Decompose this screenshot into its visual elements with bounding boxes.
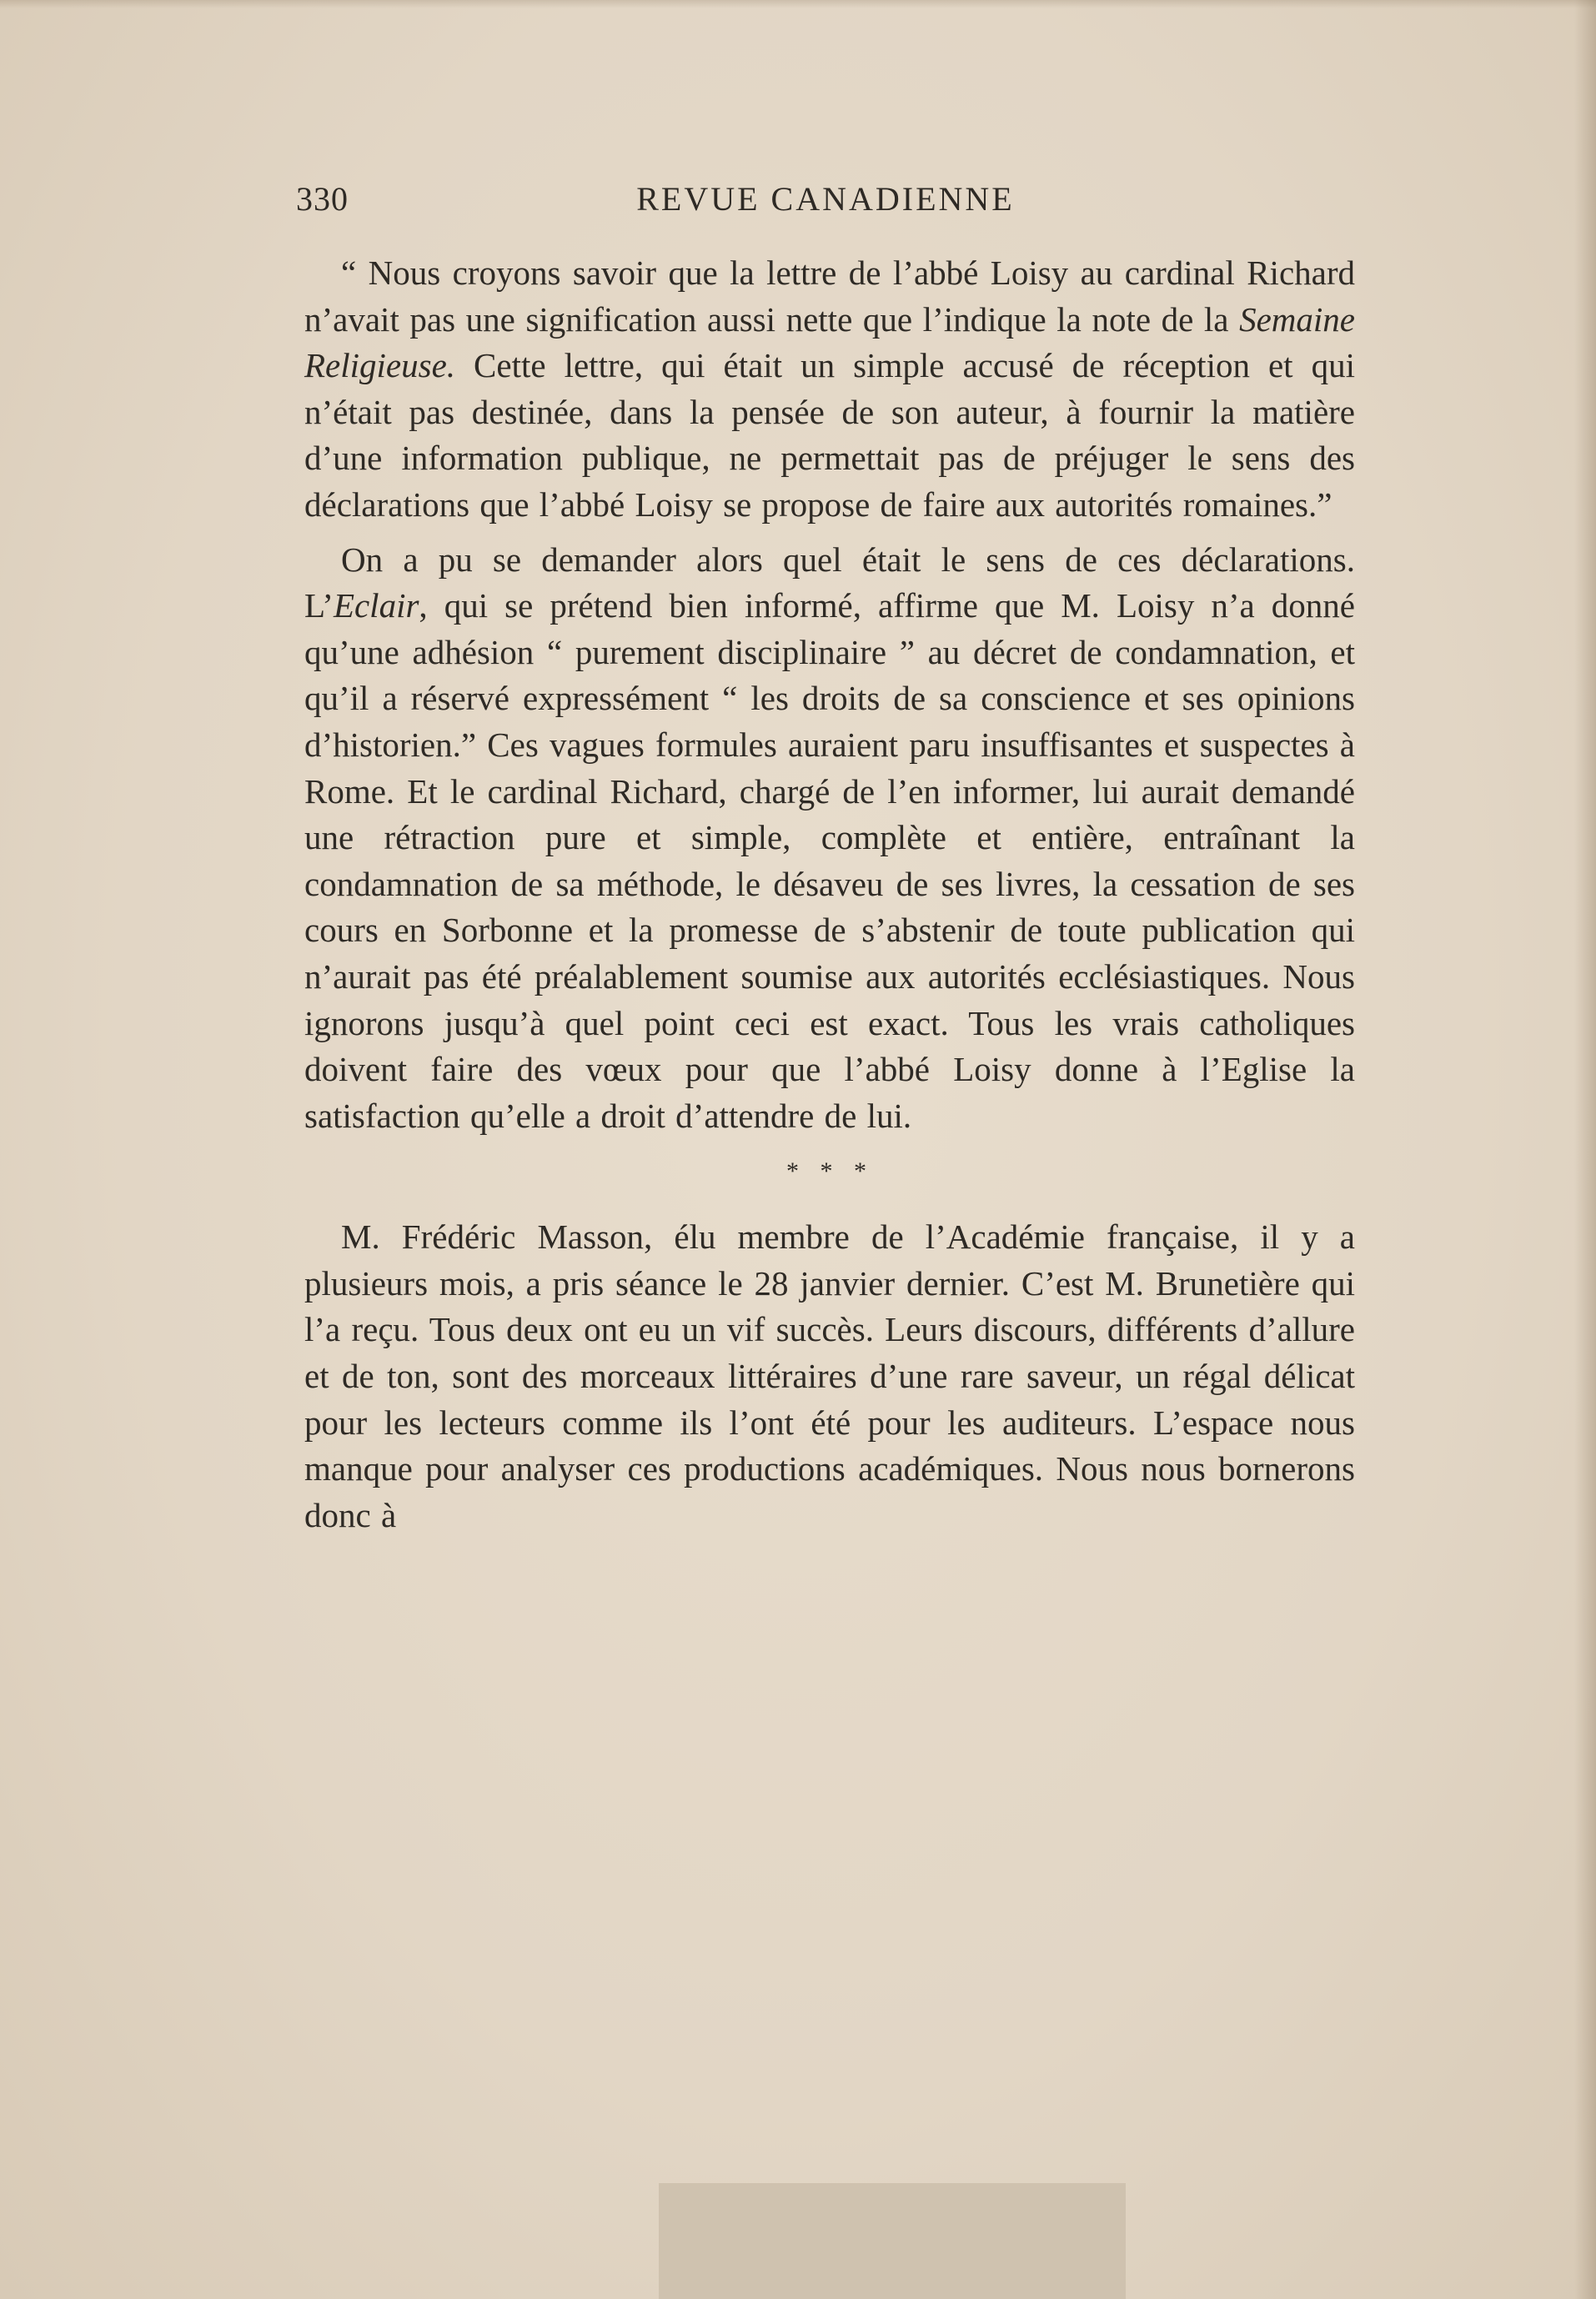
body-text — [304, 250, 1355, 1539]
paragraph-declarations — [304, 537, 1355, 1140]
paragraph-2-text: On a pu se demander alors quel était le sens de ces déclarations. L’ — [304, 540, 1355, 625]
paragraph-1-text-continued: Cette lettre, qui était un simple accusé de réception et qui n’était pas destinée, dans la pensée de son auteur, à fournir la matière d’une information publique, ne permettait pas de préjuger le sens des déclarations que l’abbé Loisy se propose de faire aux autorités romaines.” — [304, 346, 1355, 524]
paragraph-1-text: “ Nous croyons savoir que la lettre de l’abbé Loisy au cardinal Richard n’avait pas une signification aussi nette que l’indique la note de la — [304, 253, 1355, 339]
blank-lower-margin — [304, 1901, 1355, 2168]
paragraph-2-text-continued: , qui se prétend bien informé, affirme que M. Loisy n’a donné qu’une adhésion “ purement disciplinaire ” au décret de condamnation, et qu’il a réservé expressément “ les droits de sa conscience et ses opinions d’historien.” Ces vagues formules auraient paru insuffisantes et suspectes à Rome. Et le cardinal Richard, chargé de l’en informer, lui aurait demandé une rétraction pure et simple, complète et entière, entraînant la condamnation de sa méthode, le désaveu de ses livres, la cessation de ses cours en Sorbonne et la promesse de s’abstenir de toute publication qui n’aurait pas été préalablement soumise aux autorités ecclésiastiques. Nous ignorons jusqu’à quel point ceci est exact. Tous les vrais catholiques doivent faire des vœux pour que l’abbé Loisy donne à l’Eglise la satisfaction qu’elle a droit d’attendre de lui. — [304, 586, 1355, 1135]
bottom-paper-strip — [659, 2183, 1126, 2299]
paragraph-2-italic-title: Eclair — [333, 586, 419, 625]
page-right-edge-shadow — [1574, 0, 1596, 2299]
section-separator: * * * — [786, 1157, 873, 1186]
paragraph-quote-loisy — [304, 250, 1355, 529]
running-head: REVUE CANADIENNE — [636, 180, 1015, 218]
paragraph-masson: M. Frédéric Masson, élu membre de l’Académie française, il y a plusieurs mois, a pris séance le 28 janvier dernier. C’est M. Brunetière qui l’a reçu. Tous deux ont eu un vif succès. Leurs discours, différents d’allure et de ton, sont des morceaux littéraires d’une rare saveur, un régal délicat pour les lecteurs comme ils l’ont été pour les auditeurs. L’espace nous manque pour analyser ces productions académiques. Nous nous bornerons donc à — [304, 1217, 1355, 1534]
paragraph-1-italic-title: Semaine Religieuse. — [304, 299, 1355, 385]
page-number: 330 — [296, 180, 349, 218]
page-top-edge-shadow — [0, 0, 1596, 8]
page-header — [296, 179, 1359, 226]
